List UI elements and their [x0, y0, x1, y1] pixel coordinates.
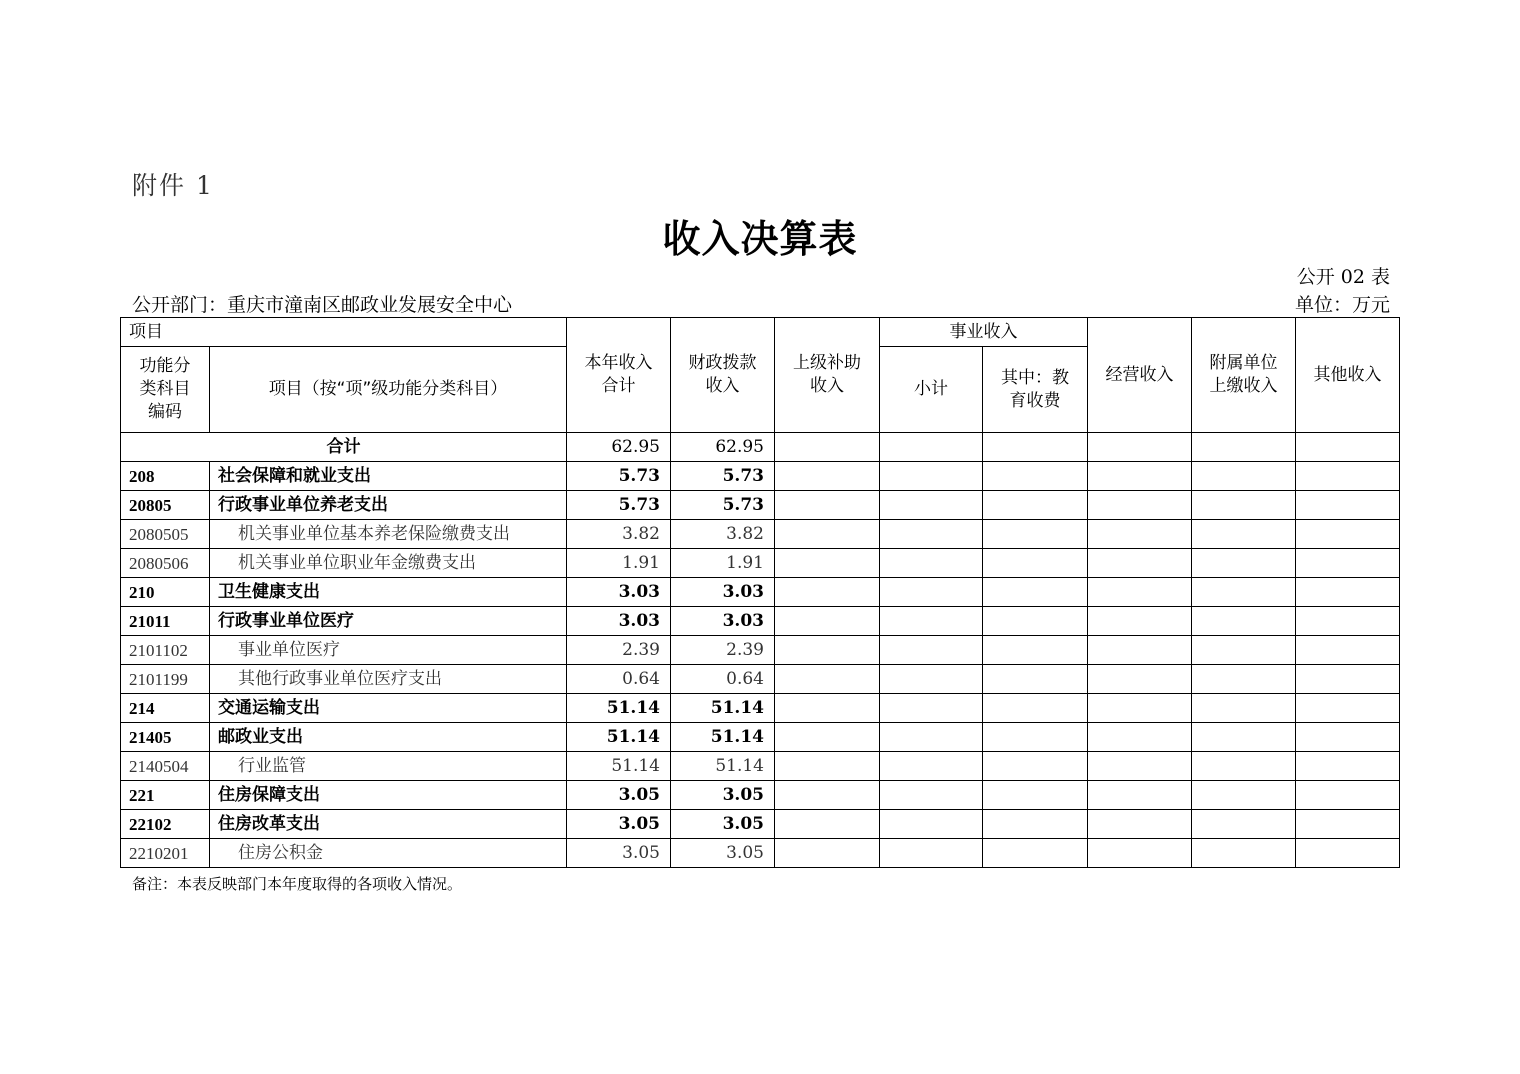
table-row — [121, 723, 1400, 752]
row-total: 51.14 — [567, 694, 671, 723]
table-row — [121, 491, 1400, 520]
row-total: 0.64 — [567, 665, 671, 694]
table-row — [121, 636, 1400, 665]
attachment-label: 附件 1 — [132, 171, 214, 200]
header-item: 项目 — [121, 318, 567, 347]
table-row — [121, 752, 1400, 781]
row-code: 20805 — [121, 491, 210, 520]
row-fiscal: 3.03 — [671, 578, 775, 607]
footnote: 备注：本表反映部门本年度取得的各项收入情况。 — [132, 875, 463, 893]
row-name: 住房保障支出 — [210, 781, 567, 810]
header-subsidy: 上级补助 收入 — [775, 318, 880, 433]
row-total: 5.73 — [567, 462, 671, 491]
row-code: 210 — [121, 578, 210, 607]
form-number: 公开 02 表 — [1296, 266, 1390, 288]
row-name: 行政事业单位医疗 — [210, 607, 567, 636]
row-code: 2210201 — [121, 839, 210, 868]
header-affiliated: 附属单位 上缴收入 — [1192, 318, 1296, 433]
row-code: 21011 — [121, 607, 210, 636]
table-row — [121, 549, 1400, 578]
table-row — [121, 520, 1400, 549]
row-fiscal: 3.05 — [671, 781, 775, 810]
row-name: 行业监管 — [210, 752, 567, 781]
total-row — [121, 433, 1400, 462]
table-row — [121, 694, 1400, 723]
table-row — [121, 665, 1400, 694]
row-total: 1.91 — [567, 549, 671, 578]
header-operating: 经营收入 — [1088, 318, 1192, 433]
row-fiscal: 3.05 — [671, 810, 775, 839]
row-total: 3.03 — [567, 607, 671, 636]
row-total: 2.39 — [567, 636, 671, 665]
row-total: 5.73 — [567, 491, 671, 520]
table-row — [121, 810, 1400, 839]
row-total: 51.14 — [567, 723, 671, 752]
row-name: 其他行政事业单位医疗支出 — [210, 665, 567, 694]
page-title: 收入决算表 — [662, 217, 858, 261]
total-label: 合计 — [121, 433, 567, 462]
row-code: 208 — [121, 462, 210, 491]
header-total: 本年收入 合计 — [567, 318, 671, 433]
row-fiscal: 51.14 — [671, 752, 775, 781]
total-fiscal: 62.95 — [671, 433, 775, 462]
header-subtotal: 小计 — [880, 347, 983, 433]
row-fiscal: 5.73 — [671, 491, 775, 520]
row-code: 2140504 — [121, 752, 210, 781]
row-fiscal: 3.03 — [671, 607, 775, 636]
row-name: 住房改革支出 — [210, 810, 567, 839]
row-code: 2101102 — [121, 636, 210, 665]
row-total: 3.82 — [567, 520, 671, 549]
row-code: 2080506 — [121, 549, 210, 578]
header-fiscal: 财政拨款 收入 — [671, 318, 775, 433]
row-fiscal: 51.14 — [671, 723, 775, 752]
row-total: 3.05 — [567, 839, 671, 868]
row-name: 事业单位医疗 — [210, 636, 567, 665]
header-business: 事业收入 — [880, 318, 1088, 347]
table-row — [121, 781, 1400, 810]
row-code: 21405 — [121, 723, 210, 752]
row-fiscal: 3.82 — [671, 520, 775, 549]
header-item-desc: 项目（按“项”级功能分类科目） — [210, 347, 567, 433]
row-name: 卫生健康支出 — [210, 578, 567, 607]
row-name: 行政事业单位养老支出 — [210, 491, 567, 520]
department-label: 公开部门：重庆市潼南区邮政业发展安全中心 — [132, 294, 513, 316]
row-code: 214 — [121, 694, 210, 723]
header-func-code: 功能分 类科目 编码 — [121, 347, 210, 433]
row-fiscal: 3.05 — [671, 839, 775, 868]
row-total: 51.14 — [567, 752, 671, 781]
row-fiscal: 51.14 — [671, 694, 775, 723]
row-code: 22102 — [121, 810, 210, 839]
row-fiscal: 1.91 — [671, 549, 775, 578]
row-code: 221 — [121, 781, 210, 810]
table-row — [121, 578, 1400, 607]
row-fiscal: 0.64 — [671, 665, 775, 694]
unit-label: 单位：万元 — [1294, 294, 1390, 316]
income-table — [120, 317, 1400, 868]
total-value: 62.95 — [567, 433, 671, 462]
row-name: 邮政业支出 — [210, 723, 567, 752]
table-row — [121, 839, 1400, 868]
row-name: 住房公积金 — [210, 839, 567, 868]
header-edu-fee: 其中：教 育收费 — [983, 347, 1088, 433]
row-name: 机关事业单位职业年金缴费支出 — [210, 549, 567, 578]
header-other: 其他收入 — [1296, 318, 1400, 433]
row-code: 2101199 — [121, 665, 210, 694]
row-code: 2080505 — [121, 520, 210, 549]
row-total: 3.05 — [567, 810, 671, 839]
row-total: 3.05 — [567, 781, 671, 810]
row-name: 机关事业单位基本养老保险缴费支出 — [210, 520, 567, 549]
row-name: 社会保障和就业支出 — [210, 462, 567, 491]
row-fiscal: 5.73 — [671, 462, 775, 491]
row-total: 3.03 — [567, 578, 671, 607]
table-row — [121, 607, 1400, 636]
row-fiscal: 2.39 — [671, 636, 775, 665]
table-row — [121, 462, 1400, 491]
row-name: 交通运输支出 — [210, 694, 567, 723]
